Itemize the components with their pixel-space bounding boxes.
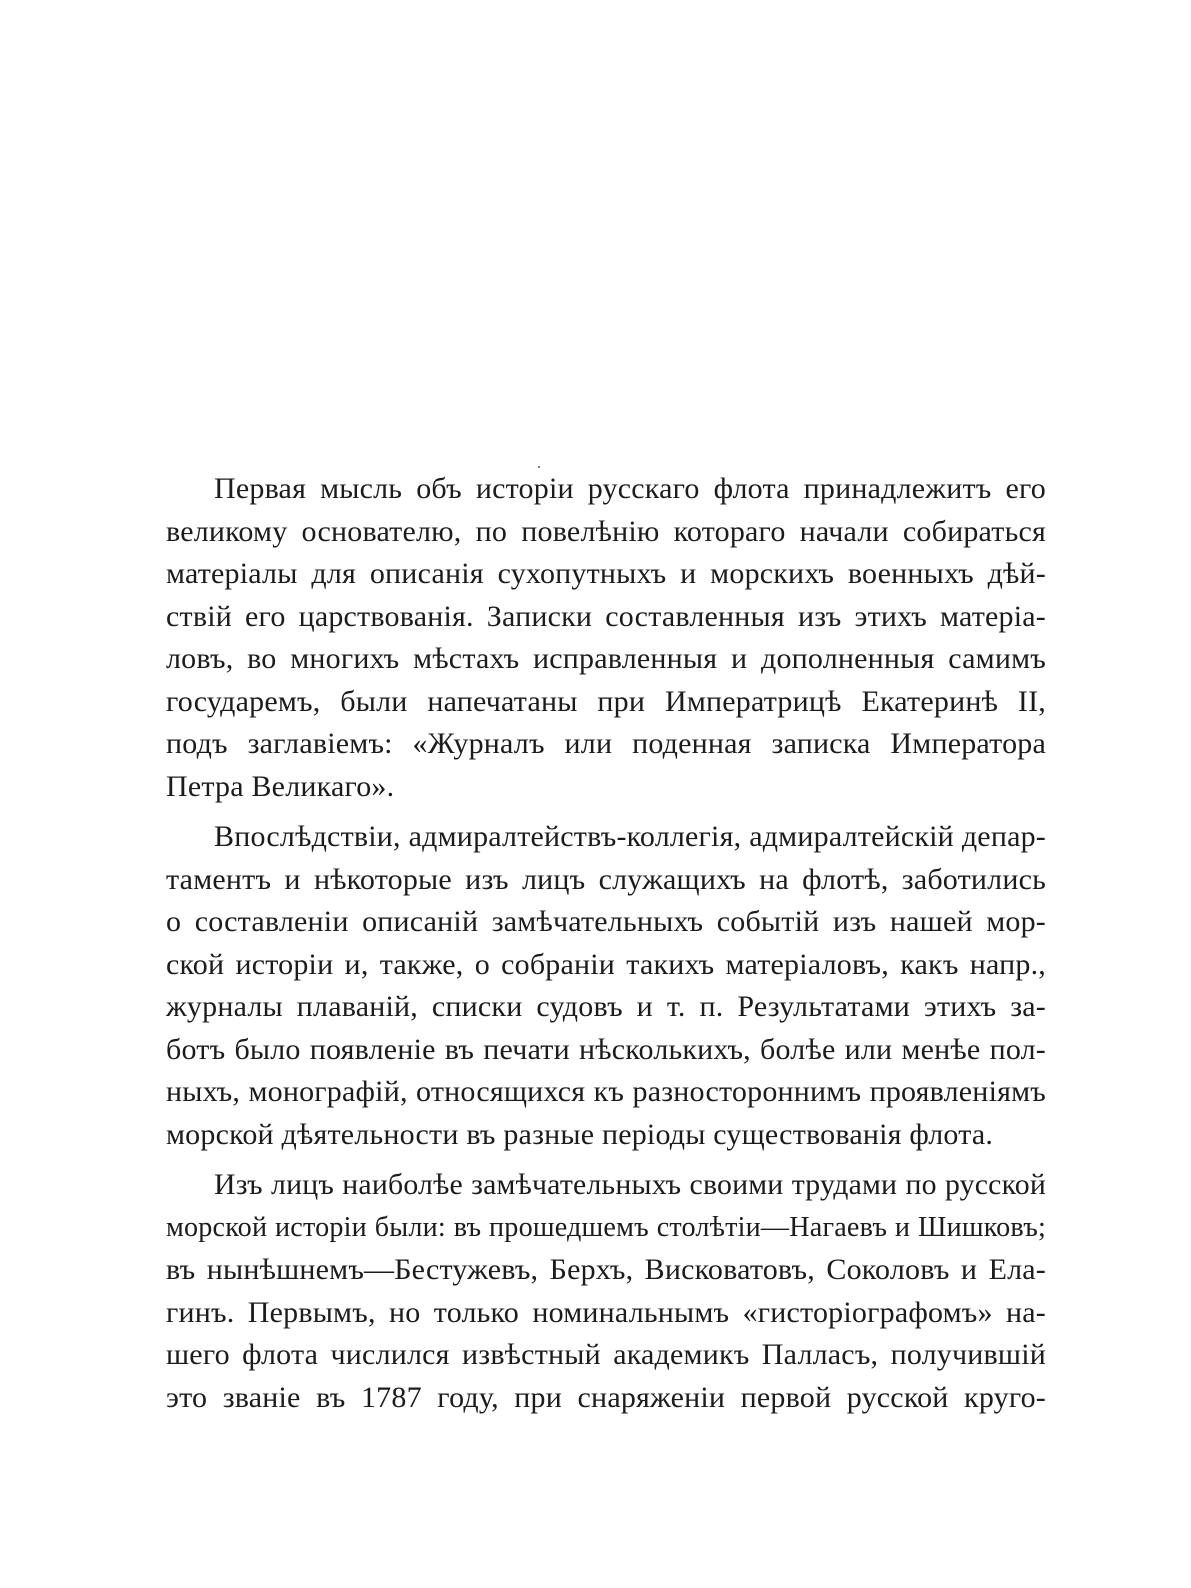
text-line: морской дѣятельности въ разные періоды существованія флота. [166, 1117, 994, 1151]
text-line: подъ заглавіемъ: «Журналъ или поденная записка Императора [166, 727, 1046, 760]
text-line: ствій его царствованія. Записки составленныя изъ этихъ матеріа- [166, 599, 1046, 633]
paragraph-3 [166, 1164, 1046, 1419]
text-line: о составленіи описаній замѣчательныхъ событій изъ нашей мор- [166, 905, 1046, 938]
text-line: шего флота числился извѣстный академикъ Палласъ, получившій [166, 1338, 1046, 1371]
text-line: таментъ и нѣкоторые изъ лицъ служащихъ на флотѣ, заботились [166, 862, 1046, 896]
paragraph-1 [166, 468, 1046, 808]
text-line: въ нынѣшнемъ—Бестужевъ, Берхъ, Висковатовъ, Соколовъ и Ела- [166, 1253, 1046, 1286]
text-line: Впослѣдствіи, адмиралтействъ-коллегія, адмиралтейскій депар- [214, 820, 1046, 853]
text-line: гинъ. Первымъ, но только номинальнымъ «гисторіографомъ» на- [166, 1295, 1046, 1329]
text-line: Первая мысль объ исторіи русскаго флота принадлежитъ его [214, 472, 1046, 505]
text-line: государемъ, были напечатаны при Императрицѣ Екатеринѣ II, [166, 684, 1046, 718]
text-line: ской исторіи и, также, о собраніи такихъ матеріаловъ, какъ напр., [166, 947, 1046, 981]
text-line: ботъ было появленіе въ печати нѣсколькихъ, болѣе или менѣе пол- [166, 1032, 1046, 1066]
text-line: журналы плаваній, списки судовъ и т. п. Результатами этихъ за- [166, 990, 1046, 1023]
text-line: морской исторіи были: въ прошедшемъ столѣтіи—Нагаевъ и Шишковъ; [166, 1211, 1046, 1243]
text-line: ловъ, во многихъ мѣстахъ исправленныя и дополненныя самимъ [166, 642, 1046, 675]
text-line: Петра Великаго». [166, 769, 395, 803]
text-line: матеріалы для описанія сухопутныхъ и морскихъ военныхъ дѣй- [166, 557, 1046, 590]
body-text [166, 468, 1046, 1419]
text-line: Изъ лицъ наиболѣе замѣчательныхъ своими трудами по русской [214, 1168, 1046, 1201]
text-line: ныхъ, монографій, относящихся къ разностороннимъ проявленіямъ [166, 1075, 1046, 1108]
text-line: великому основателю, по повелѣнію котораго начали собираться [166, 514, 1046, 548]
paragraph-2 [166, 816, 1046, 1156]
text-line: это званіе въ 1787 году, при снаряженіи первой русской круго- [166, 1380, 1046, 1414]
